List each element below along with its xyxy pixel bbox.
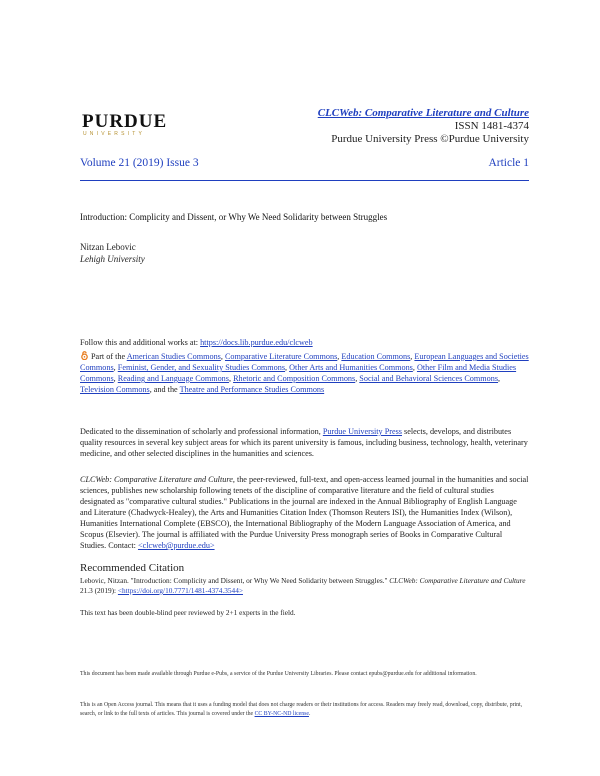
- logo-subtext: UNIVERSITY: [83, 131, 146, 137]
- commons-link[interactable]: European Languages and Societies Commons: [80, 352, 529, 372]
- follow-label: Follow this and additional works at:: [80, 338, 201, 347]
- commons-link[interactable]: Other Film and Media Studies Commons: [80, 363, 517, 383]
- journal-publisher: Purdue University Press ©Purdue University: [331, 133, 529, 145]
- citation-text: [80, 576, 530, 596]
- part-of-commons: Part of the American Studies Commons, Comparative Literature Commons, Education Commons, European Languages and Societies Commons, Feminist, Gender, and Sexuality Studies Commons, Other Arts and Humanities Commons, Other Film and Media Studies Commons, Reading and Language Commons, Rhetoric and Composition Commons, Social and Behavioral Sciences Commons, Television Commons, and the Theatre and Performance Studies Commons: [80, 352, 529, 394]
- epubs-footer: This document has been made available through Purdue e-Pubs, a service of the Purdue University Libraries. Please contact epubs@purdue.edu for additional information.: [80, 671, 477, 677]
- open-access-end: .: [308, 710, 311, 717]
- author-affiliation: Lehigh University: [80, 254, 145, 264]
- commons-link[interactable]: Education Commons: [341, 352, 411, 361]
- commons-link[interactable]: Feminist, Gender, and Sexuality Studies Commons: [117, 363, 286, 372]
- logo-wordmark: PURDUE: [82, 111, 168, 132]
- purdue-press-link[interactable]: Purdue University Press: [322, 427, 402, 436]
- commons-link[interactable]: Social and Behavioral Sciences Commons: [359, 374, 499, 383]
- article-number-link[interactable]: Article 1: [488, 157, 529, 169]
- peer-review-note: This text has been double-blind peer reviewed by 2+1 experts in the field.: [80, 608, 296, 617]
- dissemination-text-end: selects, develops, and distributes quality resources in several key subject areas for which its parent university is famous, including business, technology, health, veterinary medicine, and other selected disciplines in the humanities and sciences.: [80, 427, 528, 458]
- journal-info: [318, 107, 529, 146]
- citation-volume: 21.3 (2019):: [80, 586, 118, 595]
- part-of-lead: Part of the: [91, 352, 127, 361]
- dissemination-text: Dedicated to the dissemination of scholarly and professional information,: [80, 427, 323, 436]
- commons-link[interactable]: Theatre and Performance Studies Commons: [179, 385, 325, 394]
- recommended-citation-heading: Recommended Citation: [80, 562, 185, 574]
- commons-link[interactable]: Rhetoric and Composition Commons: [233, 374, 356, 383]
- journal-issn: ISSN 1481-4374: [454, 120, 529, 132]
- purdue-logo: [82, 112, 167, 138]
- journal-title-link[interactable]: CLCWeb: Comparative Literature and Culture: [317, 107, 529, 119]
- commons-link[interactable]: Reading and Language Commons: [117, 374, 229, 383]
- author-name: Nitzan Lebovic: [80, 242, 136, 252]
- open-access-footer: [80, 701, 530, 718]
- commons-link[interactable]: American Studies Commons: [126, 352, 221, 361]
- article-title: Introduction: Complicity and Dissent, or Why We Need Solidarity between Struggles: [80, 212, 388, 222]
- open-access-icon: [80, 351, 89, 360]
- citation-journal: CLCWeb: Comparative Literature and Culture: [389, 576, 526, 585]
- follow-url-link[interactable]: https://docs.lib.purdue.edu/clcweb: [200, 338, 313, 347]
- commons-link[interactable]: Television Commons: [80, 385, 150, 394]
- volume-issue-link[interactable]: Volume 21 (2019) Issue 3: [80, 157, 199, 169]
- clcweb-name: CLCWeb: Comparative Literature and Culture: [80, 475, 233, 484]
- license-link[interactable]: CC BY-NC-ND license: [254, 710, 309, 717]
- citation-before: Lebovic, Nitzan. "Introduction: Complicity and Dissent, or Why We Need Solidarity between Struggles.": [80, 576, 390, 585]
- header-divider: [80, 180, 529, 181]
- contact-email-link[interactable]: <clcweb@purdue.edu>: [138, 541, 215, 550]
- commons-link[interactable]: Other Arts and Humanities Commons: [289, 363, 413, 372]
- part-of-and: , and the: [149, 385, 180, 394]
- follow-line: [80, 337, 530, 348]
- clcweb-description: [80, 474, 530, 551]
- author-block: [80, 241, 145, 265]
- dissemination-paragraph: [80, 426, 530, 459]
- commons-link[interactable]: Comparative Literature Commons: [224, 352, 338, 361]
- clcweb-text: , the peer-reviewed, full-text, and open-access learned journal in the humanities and social sciences, publishes new scholarship following tenets of the discipline of comparative literature and the field of cultural studies designated as "comparative cultural studies." Publications in the journal are indexed in the Annual Bibliography of English Language and Literature (Chadwyck-Healey), the Arts and Humanities Citation Index (Thomson Reuters ISI), the Humanities Index (Wilson), Humanities International Complete (EBSCO), the International Bibliography of the Modern Language Association of America, and Scopus (Elsevier). The journal is affiliated with the Purdue University Press monograph series of Books in Comparative Cultural Studies. Contact:: [80, 475, 529, 550]
- open-access-text: This is an Open Access journal. This means that it uses a funding model that does not charge readers or their institutions for access. Readers may freely read, download, copy, distribute, print, search, or link to the full texts of articles. This journal is covered under the: [80, 702, 523, 717]
- citation-doi-link[interactable]: <https://doi.org/10.7771/1481-4374.3544>: [117, 586, 243, 595]
